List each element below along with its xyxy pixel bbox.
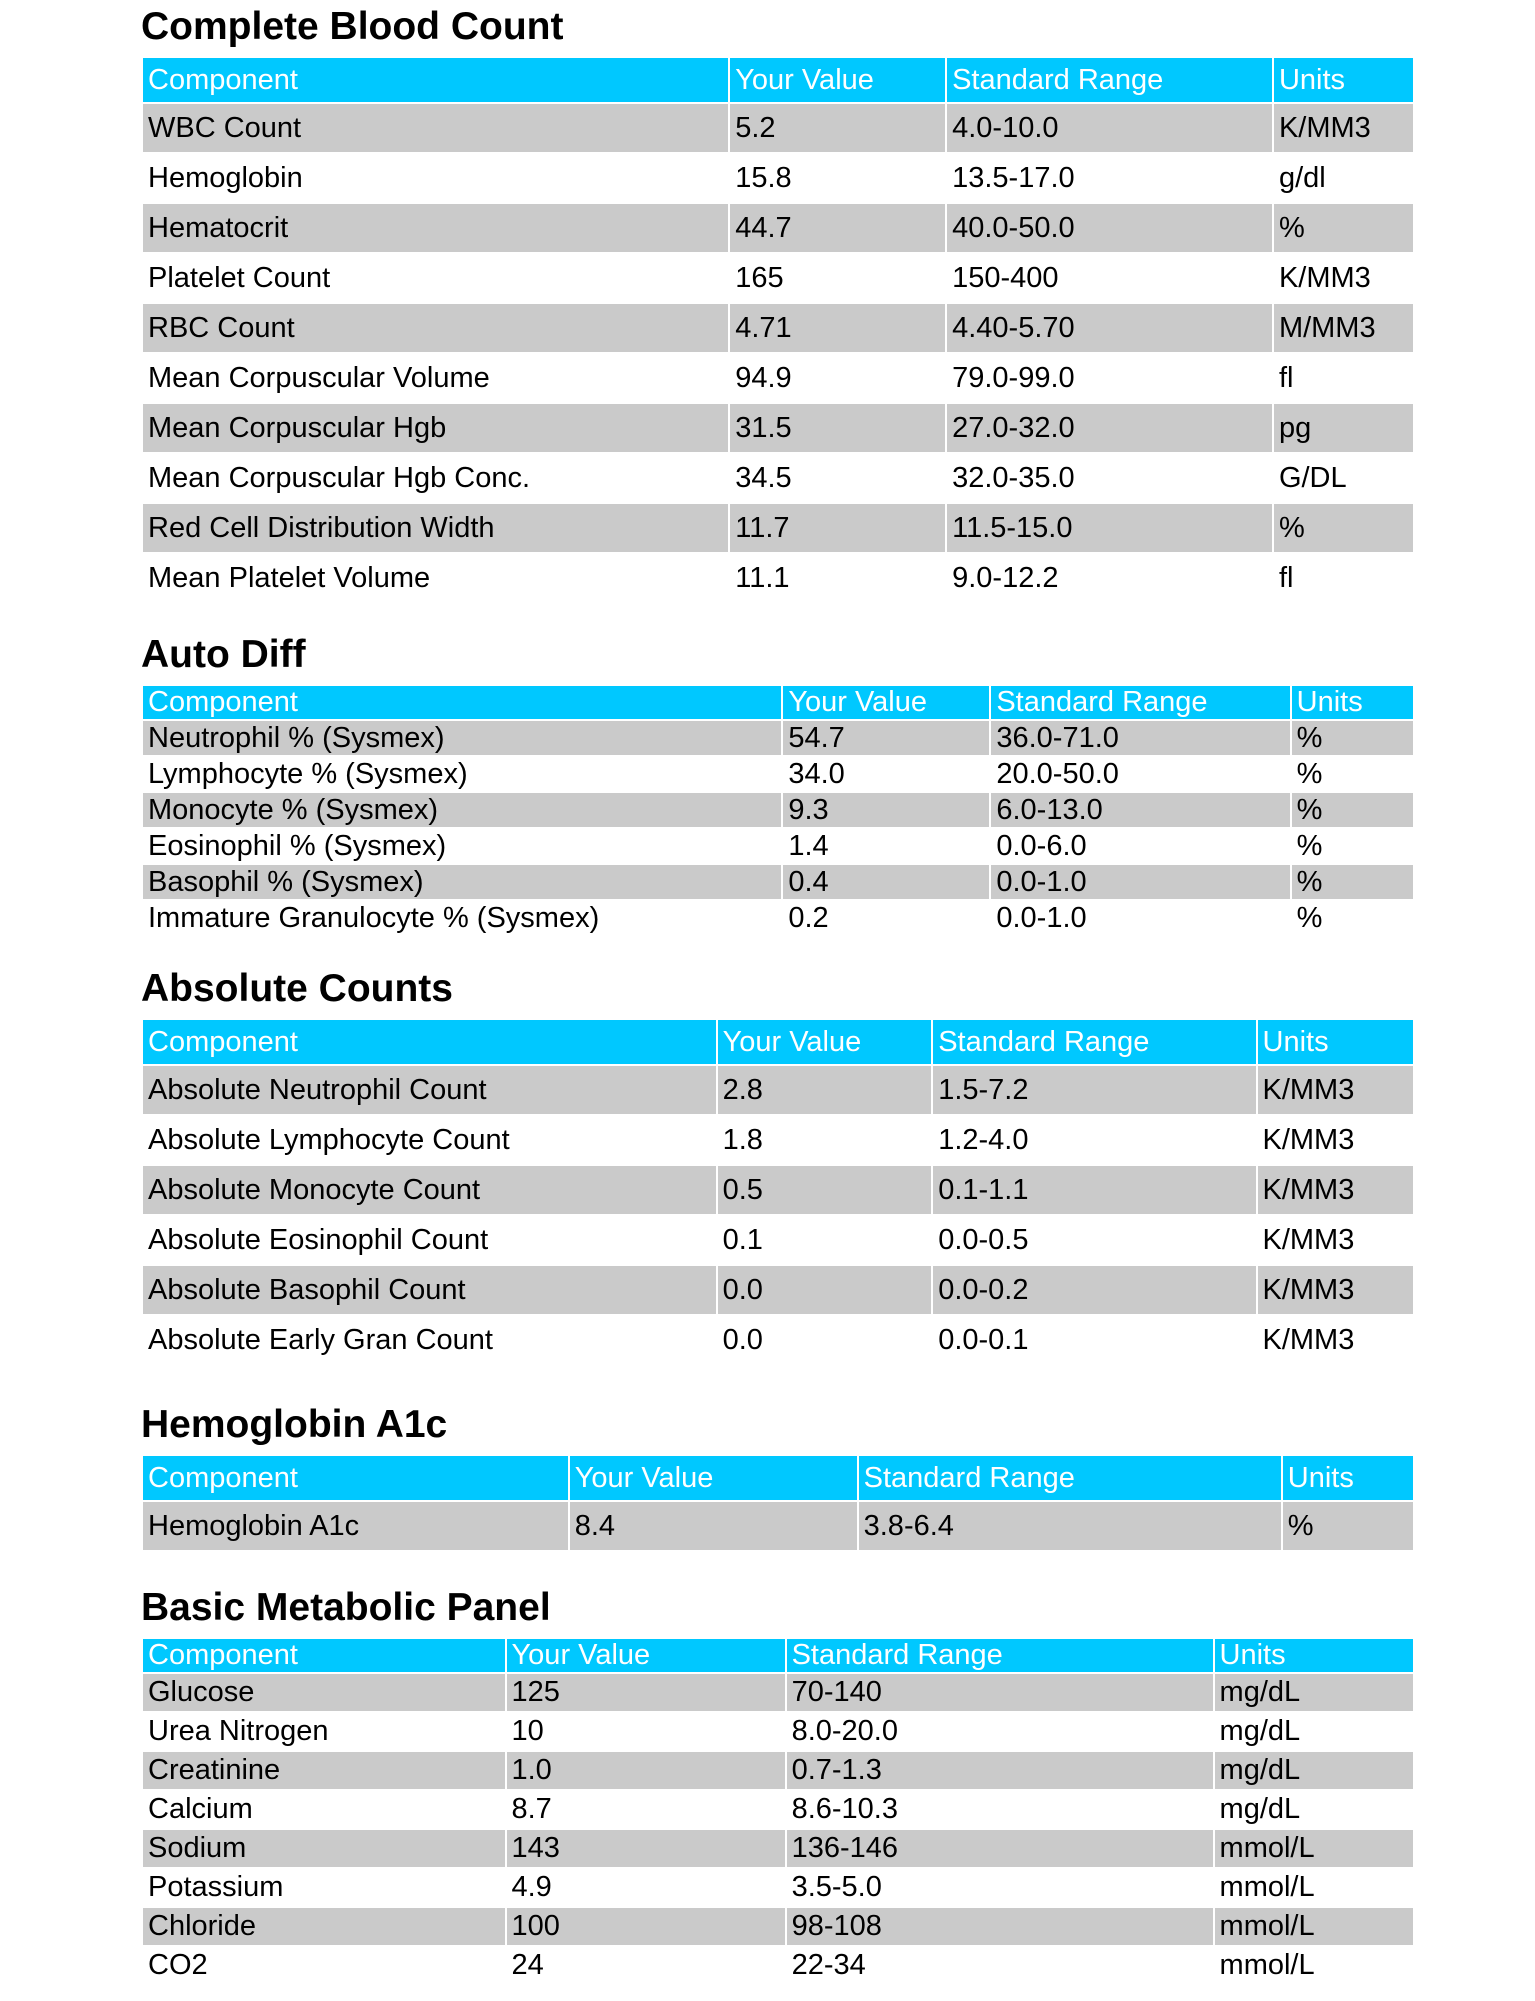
range-cell: 36.0-71.0 bbox=[991, 721, 1289, 755]
table-row bbox=[143, 1713, 1413, 1750]
col-header-standard-range: Standard Range bbox=[787, 1639, 1213, 1672]
col-header-your-value: Your Value bbox=[730, 58, 945, 102]
value-cell: 0.0 bbox=[718, 1266, 932, 1314]
units-cell: mg/dL bbox=[1215, 1791, 1413, 1828]
col-header-your-value: Your Value bbox=[570, 1456, 857, 1500]
header-row bbox=[143, 1020, 1413, 1064]
range-cell: 22-34 bbox=[787, 1947, 1213, 1984]
col-header-units: Units bbox=[1258, 1020, 1414, 1064]
component-cell: Immature Granulocyte % (Sysmex) bbox=[143, 901, 781, 935]
value-cell: 0.4 bbox=[783, 865, 989, 899]
col-header-units: Units bbox=[1292, 686, 1413, 719]
units-cell: fl bbox=[1274, 354, 1413, 402]
range-cell: 79.0-99.0 bbox=[947, 354, 1272, 402]
range-cell: 150-400 bbox=[947, 254, 1272, 302]
table-row bbox=[143, 1066, 1413, 1114]
range-cell: 98-108 bbox=[787, 1908, 1213, 1945]
col-header-standard-range: Standard Range bbox=[859, 1456, 1281, 1500]
units-cell: mmol/L bbox=[1215, 1908, 1413, 1945]
component-cell: Monocyte % (Sysmex) bbox=[143, 793, 781, 827]
units-cell: % bbox=[1292, 793, 1413, 827]
units-cell: mmol/L bbox=[1215, 1947, 1413, 1984]
section-auto-diff bbox=[141, 634, 1415, 937]
results-table bbox=[141, 1454, 1415, 1552]
component-cell: Chloride bbox=[143, 1908, 505, 1945]
section-absolute-counts bbox=[141, 968, 1415, 1366]
units-cell: K/MM3 bbox=[1258, 1266, 1414, 1314]
component-cell: Hematocrit bbox=[143, 204, 728, 252]
range-cell: 3.5-5.0 bbox=[787, 1869, 1213, 1906]
range-cell: 13.5-17.0 bbox=[947, 154, 1272, 202]
value-cell: 24 bbox=[507, 1947, 785, 1984]
value-cell: 165 bbox=[730, 254, 945, 302]
value-cell: 4.71 bbox=[730, 304, 945, 352]
table-row bbox=[143, 454, 1413, 502]
units-cell: % bbox=[1292, 721, 1413, 755]
component-cell: Eosinophil % (Sysmex) bbox=[143, 829, 781, 863]
range-cell: 32.0-35.0 bbox=[947, 454, 1272, 502]
units-cell: mg/dL bbox=[1215, 1713, 1413, 1750]
units-cell: mmol/L bbox=[1215, 1830, 1413, 1867]
section-title: Absolute Counts bbox=[141, 967, 453, 1010]
col-header-component: Component bbox=[143, 1020, 716, 1064]
units-cell: K/MM3 bbox=[1258, 1216, 1414, 1264]
section-title: Auto Diff bbox=[141, 633, 306, 676]
col-header-your-value: Your Value bbox=[783, 686, 989, 719]
table-row bbox=[143, 504, 1413, 552]
table-row bbox=[143, 1674, 1413, 1711]
component-cell: Glucose bbox=[143, 1674, 505, 1711]
col-header-units: Units bbox=[1215, 1639, 1413, 1672]
component-cell: Absolute Eosinophil Count bbox=[143, 1216, 716, 1264]
component-cell: Neutrophil % (Sysmex) bbox=[143, 721, 781, 755]
range-cell: 27.0-32.0 bbox=[947, 404, 1272, 452]
col-header-your-value: Your Value bbox=[718, 1020, 932, 1064]
component-cell: Platelet Count bbox=[143, 254, 728, 302]
value-cell: 1.4 bbox=[783, 829, 989, 863]
component-cell: CO2 bbox=[143, 1947, 505, 1984]
units-cell: % bbox=[1292, 829, 1413, 863]
col-header-component: Component bbox=[143, 686, 781, 719]
table-row bbox=[143, 304, 1413, 352]
component-cell: Hemoglobin bbox=[143, 154, 728, 202]
table-row bbox=[143, 901, 1413, 935]
value-cell: 2.8 bbox=[718, 1066, 932, 1114]
section-title: Complete Blood Count bbox=[141, 5, 564, 48]
component-cell: Mean Corpuscular Hgb bbox=[143, 404, 728, 452]
units-cell: % bbox=[1283, 1502, 1413, 1550]
range-cell: 4.40-5.70 bbox=[947, 304, 1272, 352]
value-cell: 15.8 bbox=[730, 154, 945, 202]
header-row bbox=[143, 686, 1413, 719]
table-row bbox=[143, 1830, 1413, 1867]
range-cell: 0.0-0.5 bbox=[933, 1216, 1255, 1264]
component-cell: RBC Count bbox=[143, 304, 728, 352]
results-table bbox=[141, 56, 1415, 604]
range-cell: 4.0-10.0 bbox=[947, 104, 1272, 152]
component-cell: Hemoglobin A1c bbox=[143, 1502, 568, 1550]
units-cell: mmol/L bbox=[1215, 1869, 1413, 1906]
header-row bbox=[143, 58, 1413, 102]
range-cell: 0.0-0.1 bbox=[933, 1316, 1255, 1364]
table-row bbox=[143, 1316, 1413, 1364]
component-cell: Creatinine bbox=[143, 1752, 505, 1789]
section-basic-metabolic-panel bbox=[141, 1587, 1415, 1986]
value-cell: 54.7 bbox=[783, 721, 989, 755]
value-cell: 0.5 bbox=[718, 1166, 932, 1214]
range-cell: 0.0-0.2 bbox=[933, 1266, 1255, 1314]
table-row bbox=[143, 721, 1413, 755]
table-row bbox=[143, 1266, 1413, 1314]
value-cell: 10 bbox=[507, 1713, 785, 1750]
value-cell: 4.9 bbox=[507, 1869, 785, 1906]
table-row bbox=[143, 1869, 1413, 1906]
table-row bbox=[143, 404, 1413, 452]
value-cell: 34.0 bbox=[783, 757, 989, 791]
units-cell: % bbox=[1292, 757, 1413, 791]
table-row bbox=[143, 204, 1413, 252]
component-cell: Sodium bbox=[143, 1830, 505, 1867]
table-row bbox=[143, 757, 1413, 791]
value-cell: 143 bbox=[507, 1830, 785, 1867]
table-row bbox=[143, 1166, 1413, 1214]
value-cell: 125 bbox=[507, 1674, 785, 1711]
range-cell: 1.2-4.0 bbox=[933, 1116, 1255, 1164]
value-cell: 100 bbox=[507, 1908, 785, 1945]
table-row bbox=[143, 1752, 1413, 1789]
value-cell: 0.0 bbox=[718, 1316, 932, 1364]
units-cell: K/MM3 bbox=[1274, 104, 1413, 152]
section-title: Hemoglobin A1c bbox=[141, 1403, 448, 1446]
value-cell: 1.0 bbox=[507, 1752, 785, 1789]
component-cell: Absolute Early Gran Count bbox=[143, 1316, 716, 1364]
value-cell: 0.2 bbox=[783, 901, 989, 935]
col-header-standard-range: Standard Range bbox=[991, 686, 1289, 719]
units-cell: K/MM3 bbox=[1258, 1316, 1414, 1364]
units-cell: M/MM3 bbox=[1274, 304, 1413, 352]
col-header-units: Units bbox=[1274, 58, 1413, 102]
value-cell: 0.1 bbox=[718, 1216, 932, 1264]
table-row bbox=[143, 1216, 1413, 1264]
units-cell: mg/dL bbox=[1215, 1674, 1413, 1711]
units-cell: K/MM3 bbox=[1274, 254, 1413, 302]
component-cell: Absolute Monocyte Count bbox=[143, 1166, 716, 1214]
component-cell: WBC Count bbox=[143, 104, 728, 152]
units-cell: mg/dL bbox=[1215, 1752, 1413, 1789]
table-row bbox=[143, 1116, 1413, 1164]
component-cell: Red Cell Distribution Width bbox=[143, 504, 728, 552]
value-cell: 94.9 bbox=[730, 354, 945, 402]
col-header-standard-range: Standard Range bbox=[947, 58, 1272, 102]
range-cell: 0.0-1.0 bbox=[991, 901, 1289, 935]
value-cell: 31.5 bbox=[730, 404, 945, 452]
range-cell: 11.5-15.0 bbox=[947, 504, 1272, 552]
table-row bbox=[143, 865, 1413, 899]
value-cell: 9.3 bbox=[783, 793, 989, 827]
units-cell: K/MM3 bbox=[1258, 1116, 1414, 1164]
table-row bbox=[143, 154, 1413, 202]
value-cell: 8.4 bbox=[570, 1502, 857, 1550]
col-header-component: Component bbox=[143, 1456, 568, 1500]
units-cell: K/MM3 bbox=[1258, 1066, 1414, 1114]
component-cell: Absolute Basophil Count bbox=[143, 1266, 716, 1314]
component-cell: Lymphocyte % (Sysmex) bbox=[143, 757, 781, 791]
table-row bbox=[143, 104, 1413, 152]
component-cell: Absolute Lymphocyte Count bbox=[143, 1116, 716, 1164]
col-header-standard-range: Standard Range bbox=[933, 1020, 1255, 1064]
range-cell: 8.6-10.3 bbox=[787, 1791, 1213, 1828]
range-cell: 6.0-13.0 bbox=[991, 793, 1289, 827]
range-cell: 0.7-1.3 bbox=[787, 1752, 1213, 1789]
range-cell: 70-140 bbox=[787, 1674, 1213, 1711]
col-header-component: Component bbox=[143, 1639, 505, 1672]
component-cell: Absolute Neutrophil Count bbox=[143, 1066, 716, 1114]
component-cell: Calcium bbox=[143, 1791, 505, 1828]
component-cell: Mean Platelet Volume bbox=[143, 554, 728, 602]
table-row bbox=[143, 1947, 1413, 1984]
range-cell: 8.0-20.0 bbox=[787, 1713, 1213, 1750]
header-row bbox=[143, 1456, 1413, 1500]
table-row bbox=[143, 1791, 1413, 1828]
component-cell: Urea Nitrogen bbox=[143, 1713, 505, 1750]
col-header-component: Component bbox=[143, 58, 728, 102]
units-cell: fl bbox=[1274, 554, 1413, 602]
section-hemoglobin-a1c bbox=[141, 1404, 1415, 1552]
range-cell: 0.0-6.0 bbox=[991, 829, 1289, 863]
section-title: Basic Metabolic Panel bbox=[141, 1586, 551, 1629]
range-cell: 9.0-12.2 bbox=[947, 554, 1272, 602]
value-cell: 44.7 bbox=[730, 204, 945, 252]
value-cell: 11.1 bbox=[730, 554, 945, 602]
table-row bbox=[143, 793, 1413, 827]
table-row bbox=[143, 829, 1413, 863]
table-row bbox=[143, 354, 1413, 402]
range-cell: 0.1-1.1 bbox=[933, 1166, 1255, 1214]
table-row bbox=[143, 1908, 1413, 1945]
value-cell: 11.7 bbox=[730, 504, 945, 552]
table-row bbox=[143, 554, 1413, 602]
component-cell: Mean Corpuscular Hgb Conc. bbox=[143, 454, 728, 502]
component-cell: Basophil % (Sysmex) bbox=[143, 865, 781, 899]
units-cell: pg bbox=[1274, 404, 1413, 452]
value-cell: 1.8 bbox=[718, 1116, 932, 1164]
table-row bbox=[143, 1502, 1413, 1550]
header-row bbox=[143, 1639, 1413, 1672]
value-cell: 8.7 bbox=[507, 1791, 785, 1828]
units-cell: % bbox=[1274, 204, 1413, 252]
col-header-your-value: Your Value bbox=[507, 1639, 785, 1672]
units-cell: % bbox=[1274, 504, 1413, 552]
units-cell: g/dl bbox=[1274, 154, 1413, 202]
range-cell: 40.0-50.0 bbox=[947, 204, 1272, 252]
results-table bbox=[141, 684, 1415, 937]
units-cell: % bbox=[1292, 865, 1413, 899]
table-row bbox=[143, 254, 1413, 302]
section-complete-blood-count bbox=[141, 6, 1415, 604]
units-cell: K/MM3 bbox=[1258, 1166, 1414, 1214]
value-cell: 5.2 bbox=[730, 104, 945, 152]
col-header-units: Units bbox=[1283, 1456, 1413, 1500]
component-cell: Mean Corpuscular Volume bbox=[143, 354, 728, 402]
units-cell: % bbox=[1292, 901, 1413, 935]
range-cell: 20.0-50.0 bbox=[991, 757, 1289, 791]
results-table bbox=[141, 1637, 1415, 1986]
component-cell: Potassium bbox=[143, 1869, 505, 1906]
results-table bbox=[141, 1018, 1415, 1366]
range-cell: 1.5-7.2 bbox=[933, 1066, 1255, 1114]
range-cell: 0.0-1.0 bbox=[991, 865, 1289, 899]
range-cell: 3.8-6.4 bbox=[859, 1502, 1281, 1550]
value-cell: 34.5 bbox=[730, 454, 945, 502]
range-cell: 136-146 bbox=[787, 1830, 1213, 1867]
units-cell: G/DL bbox=[1274, 454, 1413, 502]
lab-results-page bbox=[0, 6, 1535, 1986]
